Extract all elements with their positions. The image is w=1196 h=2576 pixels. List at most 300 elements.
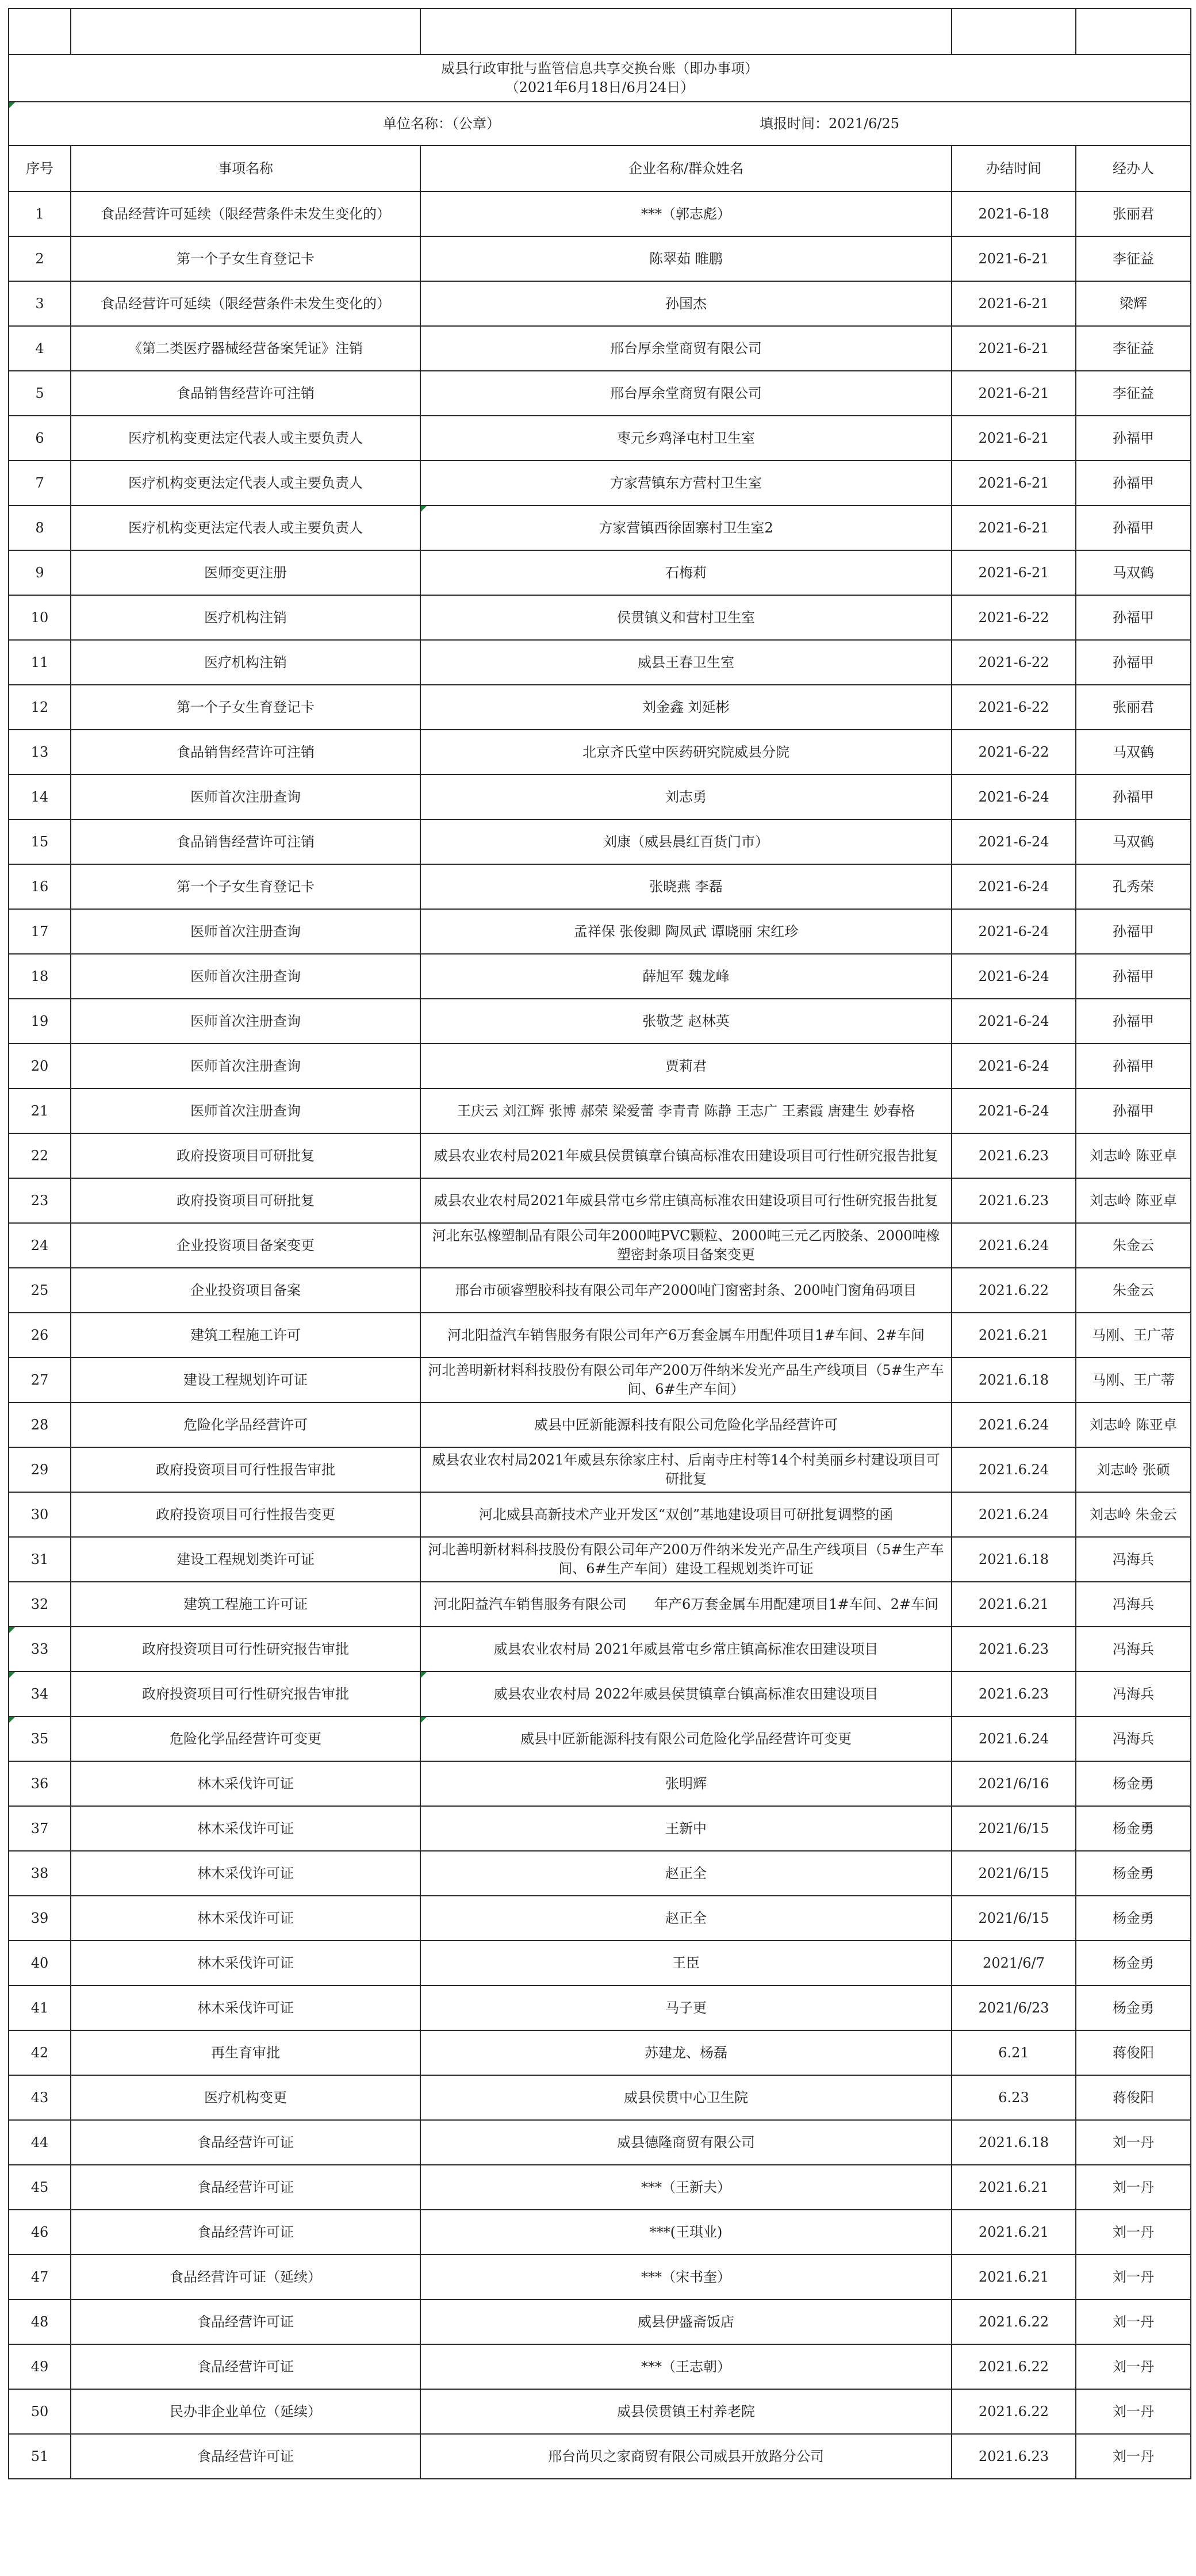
row-index: 3 — [9, 281, 71, 326]
completed-date: 2021/6/15 — [952, 1806, 1076, 1851]
row-index: 34 — [9, 1672, 71, 1716]
applicant-name: 马子更 — [420, 1985, 952, 2030]
applicant-name: ***(王琪业) — [420, 2210, 952, 2255]
table-row — [9, 2120, 1191, 2165]
table-row — [9, 1178, 1191, 1223]
item-name: 建筑工程施工许可 — [71, 1313, 420, 1358]
handler-name: 杨金勇 — [1076, 1941, 1191, 1985]
item-name: 政府投资项目可行性报告变更 — [71, 1492, 420, 1537]
completed-date: 2021.6.24 — [952, 1402, 1076, 1447]
row-index: 49 — [9, 2344, 71, 2389]
handler-name: 马刚、王广蒂 — [1076, 1358, 1191, 1402]
page-title: 威县行政审批与监管信息共享交换台账（即办事项） — [441, 60, 758, 76]
row-index: 12 — [9, 685, 71, 730]
row-index: 30 — [9, 1492, 71, 1537]
item-name: 危险化学品经营许可 — [71, 1402, 420, 1447]
table-row — [9, 1044, 1191, 1088]
completed-date: 2021.6.23 — [952, 2434, 1076, 2479]
applicant-name: 薛旭军 魏龙峰 — [420, 954, 952, 999]
applicant-name: 河北东弘橡塑制品有限公司年2000吨PVC颗粒、2000吨三元乙丙胶条、2000吨橡塑密封条项目备案变更 — [420, 1223, 952, 1268]
handler-name: 李征益 — [1076, 371, 1191, 416]
handler-name: 孙福甲 — [1076, 954, 1191, 999]
handler-name: 冯海兵 — [1076, 1582, 1191, 1627]
table-row — [9, 1492, 1191, 1537]
applicant-name: 河北阳益汽车销售服务有限公司 年产6万套金属车用配建项目1#车间、2#车间 — [420, 1582, 952, 1627]
table-row — [9, 819, 1191, 864]
handler-name: 刘一丹 — [1076, 2389, 1191, 2434]
item-name: 食品经营许可证 — [71, 2434, 420, 2479]
completed-date: 2021-6-24 — [952, 909, 1076, 954]
completed-date: 2021-6-21 — [952, 505, 1076, 550]
completed-date: 2021.6.24 — [952, 1223, 1076, 1268]
ledger-sheet — [8, 8, 1196, 2573]
completed-date: 2021-6-21 — [952, 281, 1076, 326]
row-index: 15 — [9, 819, 71, 864]
table-row — [9, 1582, 1191, 1627]
handler-name: 孙福甲 — [1076, 461, 1191, 505]
header-index: 序号 — [9, 145, 71, 191]
completed-date: 2021-6-22 — [952, 730, 1076, 775]
item-name: 医师首次注册查询 — [71, 1088, 420, 1133]
table-row — [9, 1537, 1191, 1582]
table-row — [9, 1985, 1191, 2030]
item-name: 医疗机构变更法定代表人或主要负责人 — [71, 505, 420, 550]
applicant-name: 北京齐氏堂中医药研究院威县分院 — [420, 730, 952, 775]
table-row — [9, 954, 1191, 999]
applicant-name: 邢台厚余堂商贸有限公司 — [420, 326, 952, 371]
row-index: 42 — [9, 2030, 71, 2075]
item-name: 企业投资项目备案变更 — [71, 1223, 420, 1268]
fill-date-label: 填报时间：2021/6/25 — [760, 116, 900, 132]
completed-date: 6.23 — [952, 2075, 1076, 2120]
row-index: 14 — [9, 775, 71, 819]
item-name: 政府投资项目可行性报告审批 — [71, 1447, 420, 1492]
handler-name: 孙福甲 — [1076, 909, 1191, 954]
item-name: 企业投资项目备案 — [71, 1268, 420, 1313]
row-index: 16 — [9, 864, 71, 909]
applicant-name: 张敬芝 赵林英 — [420, 999, 952, 1044]
handler-name: 马双鹤 — [1076, 819, 1191, 864]
completed-date: 2021.6.21 — [952, 2165, 1076, 2210]
applicant-name: 威县德隆商贸有限公司 — [420, 2120, 952, 2165]
item-name: 政府投资项目可研批复 — [71, 1133, 420, 1178]
completed-date: 2021.6.21 — [952, 1582, 1076, 1627]
table-row — [9, 1358, 1191, 1402]
completed-date: 2021.6.23 — [952, 1627, 1076, 1672]
row-index: 48 — [9, 2299, 71, 2344]
completed-date: 2021-6-24 — [952, 999, 1076, 1044]
table-row — [9, 775, 1191, 819]
item-name: 医师变更注册 — [71, 550, 420, 595]
handler-name: 孙福甲 — [1076, 1088, 1191, 1133]
row-index: 11 — [9, 640, 71, 685]
item-name: 食品经营许可证 — [71, 2120, 420, 2165]
header-handler: 经办人 — [1076, 145, 1191, 191]
header-row — [9, 145, 1191, 191]
handler-name: 刘志岭 陈亚卓 — [1076, 1402, 1191, 1447]
table-row — [9, 1268, 1191, 1313]
handler-name: 刘志岭 张硕 — [1076, 1447, 1191, 1492]
completed-date: 2021-6-22 — [952, 595, 1076, 640]
item-name: 食品销售经营许可注销 — [71, 371, 420, 416]
item-name: 医师首次注册查询 — [71, 1044, 420, 1088]
row-index: 26 — [9, 1313, 71, 1358]
handler-name: 刘志岭 朱金云 — [1076, 1492, 1191, 1537]
applicant-name: 方家营镇东方营村卫生室 — [420, 461, 952, 505]
handler-name: 孙福甲 — [1076, 416, 1191, 461]
row-index: 20 — [9, 1044, 71, 1088]
item-name: 危险化学品经营许可变更 — [71, 1716, 420, 1761]
row-index: 50 — [9, 2389, 71, 2434]
item-name: 林木采伐许可证 — [71, 1761, 420, 1806]
row-index: 33 — [9, 1627, 71, 1672]
row-index: 46 — [9, 2210, 71, 2255]
table-row — [9, 640, 1191, 685]
item-name: 政府投资项目可研批复 — [71, 1178, 420, 1223]
handler-name: 孙福甲 — [1076, 1044, 1191, 1088]
completed-date: 2021.6.23 — [952, 1672, 1076, 1716]
table-row — [9, 1223, 1191, 1268]
applicant-name: 威县伊盛斋饭店 — [420, 2299, 952, 2344]
table-row — [9, 505, 1191, 550]
handler-name: 张丽君 — [1076, 685, 1191, 730]
handler-name: 张丽君 — [1076, 191, 1191, 236]
table-row — [9, 2255, 1191, 2299]
completed-date: 2021-6-21 — [952, 326, 1076, 371]
applicant-name: 威县农业农村局2021年威县东徐家庄村、后南寺庄村等14个村美丽乡村建设项目可研批复 — [420, 1447, 952, 1492]
applicant-name: 王新中 — [420, 1806, 952, 1851]
row-index: 37 — [9, 1806, 71, 1851]
table-row — [9, 730, 1191, 775]
handler-name: 杨金勇 — [1076, 1851, 1191, 1896]
row-index: 36 — [9, 1761, 71, 1806]
item-name: 建筑工程施工许可证 — [71, 1582, 420, 1627]
title-cell — [9, 55, 1191, 102]
table-row — [9, 1941, 1191, 1985]
handler-name: 冯海兵 — [1076, 1716, 1191, 1761]
blank-row — [9, 9, 1191, 55]
row-index: 35 — [9, 1716, 71, 1761]
applicant-name: 张明辉 — [420, 1761, 952, 1806]
table-row — [9, 1716, 1191, 1761]
applicant-name: 邢台市硕睿塑胶科技有限公司年产2000吨门窗密封条、200吨门窗角码项目 — [420, 1268, 952, 1313]
completed-date: 2021.6.21 — [952, 2255, 1076, 2299]
handler-name: 刘志岭 陈亚卓 — [1076, 1178, 1191, 1223]
table-row — [9, 595, 1191, 640]
table-row — [9, 1761, 1191, 1806]
handler-name: 杨金勇 — [1076, 1985, 1191, 2030]
item-name: 林木采伐许可证 — [71, 1851, 420, 1896]
handler-name: 冯海兵 — [1076, 1537, 1191, 1582]
applicant-name: ***（王志朝） — [420, 2344, 952, 2389]
item-name: 食品经营许可延续（限经营条件未发生变化的） — [71, 281, 420, 326]
item-name: 建设工程规划许可证 — [71, 1358, 420, 1402]
table-row — [9, 2165, 1191, 2210]
applicant-name: 威县中匠新能源科技有限公司危险化学品经营许可变更 — [420, 1716, 952, 1761]
item-name: 医师首次注册查询 — [71, 775, 420, 819]
row-index: 17 — [9, 909, 71, 954]
completed-date: 2021.6.24 — [952, 1447, 1076, 1492]
item-name: 第一个子女生育登记卡 — [71, 236, 420, 281]
table-row — [9, 416, 1191, 461]
table-row — [9, 2299, 1191, 2344]
table-row — [9, 1851, 1191, 1896]
table-row — [9, 191, 1191, 236]
row-index: 41 — [9, 1985, 71, 2030]
completed-date: 2021-6-24 — [952, 819, 1076, 864]
handler-name: 刘一丹 — [1076, 2299, 1191, 2344]
applicant-name: 威县侯贯中心卫生院 — [420, 2075, 952, 2120]
blank-cell — [1076, 9, 1191, 55]
item-name: 政府投资项目可行性研究报告审批 — [71, 1627, 420, 1672]
item-name: 食品经营许可证 — [71, 2165, 420, 2210]
completed-date: 2021.6.24 — [952, 1492, 1076, 1537]
item-name: 食品经营许可延续（限经营条件未发生变化的） — [71, 191, 420, 236]
applicant-name: 威县农业农村局2021年威县常屯乡常庄镇高标准农田建设项目可行性研究报告批复 — [420, 1178, 952, 1223]
handler-name: 孙福甲 — [1076, 640, 1191, 685]
applicant-name: 刘康（威县晨红百货门市） — [420, 819, 952, 864]
row-index: 47 — [9, 2255, 71, 2299]
handler-name: 冯海兵 — [1076, 1672, 1191, 1716]
table-row — [9, 1133, 1191, 1178]
handler-name: 马双鹤 — [1076, 730, 1191, 775]
handler-name: 刘一丹 — [1076, 2344, 1191, 2389]
item-name: 医疗机构变更法定代表人或主要负责人 — [71, 461, 420, 505]
row-index: 44 — [9, 2120, 71, 2165]
blank-cell — [952, 9, 1076, 55]
applicant-name: 石梅莉 — [420, 550, 952, 595]
completed-date: 2021-6-24 — [952, 864, 1076, 909]
table-row — [9, 1806, 1191, 1851]
handler-name: 刘一丹 — [1076, 2255, 1191, 2299]
applicant-name: 张晓燕 李磊 — [420, 864, 952, 909]
unit-row — [9, 102, 1191, 145]
completed-date: 2021/6/15 — [952, 1896, 1076, 1941]
table-row — [9, 2075, 1191, 2120]
row-index: 19 — [9, 999, 71, 1044]
completed-date: 2021.6.21 — [952, 2210, 1076, 2255]
row-index: 5 — [9, 371, 71, 416]
item-name: 林木采伐许可证 — [71, 1985, 420, 2030]
completed-date: 2021.6.18 — [952, 1537, 1076, 1582]
handler-name: 马刚、王广蒂 — [1076, 1313, 1191, 1358]
row-index: 51 — [9, 2434, 71, 2479]
completed-date: 2021-6-21 — [952, 461, 1076, 505]
handler-name: 刘一丹 — [1076, 2434, 1191, 2479]
item-name: 第一个子女生育登记卡 — [71, 864, 420, 909]
item-name: 食品经营许可证 — [71, 2299, 420, 2344]
completed-date: 2021/6/15 — [952, 1851, 1076, 1896]
handler-name: 李征益 — [1076, 326, 1191, 371]
applicant-name: 河北善明新材料科技股份有限公司年产200万件纳米发光产品生产线项目（5#生产车间、6#生产车间） — [420, 1358, 952, 1402]
row-index: 9 — [9, 550, 71, 595]
item-name: 食品经营许可证 — [71, 2344, 420, 2389]
handler-name: 朱金云 — [1076, 1223, 1191, 1268]
handler-name: 刘一丹 — [1076, 2210, 1191, 2255]
handler-name: 杨金勇 — [1076, 1896, 1191, 1941]
applicant-name: 方家营镇西徐固寨村卫生室2 — [420, 505, 952, 550]
completed-date: 2021-6-24 — [952, 1044, 1076, 1088]
completed-date: 2021.6.22 — [952, 2389, 1076, 2434]
handler-name: 蒋俊阳 — [1076, 2075, 1191, 2120]
applicant-name: ***（王新夫） — [420, 2165, 952, 2210]
row-index: 24 — [9, 1223, 71, 1268]
completed-date: 2021-6-22 — [952, 685, 1076, 730]
blank-cell — [9, 9, 71, 55]
row-index: 45 — [9, 2165, 71, 2210]
row-index: 38 — [9, 1851, 71, 1896]
completed-date: 2021-6-21 — [952, 550, 1076, 595]
handler-name: 孙福甲 — [1076, 505, 1191, 550]
handler-name: 孙福甲 — [1076, 999, 1191, 1044]
item-name: 食品销售经营许可注销 — [71, 730, 420, 775]
handler-name: 刘一丹 — [1076, 2165, 1191, 2210]
applicant-name: 侯贯镇义和营村卫生室 — [420, 595, 952, 640]
item-name: 食品经营许可证（延续） — [71, 2255, 420, 2299]
applicant-name: 邢台厚余堂商贸有限公司 — [420, 371, 952, 416]
completed-date: 2021-6-24 — [952, 1088, 1076, 1133]
item-name: 政府投资项目可行性研究报告审批 — [71, 1672, 420, 1716]
applicant-name: ***（郭志彪） — [420, 191, 952, 236]
completed-date: 2021/6/16 — [952, 1761, 1076, 1806]
item-name: 医疗机构注销 — [71, 640, 420, 685]
applicant-name: 孙国杰 — [420, 281, 952, 326]
applicant-name: 威县农业农村局 2022年威县侯贯镇章台镇高标准农田建设项目 — [420, 1672, 952, 1716]
applicant-name: 刘志勇 — [420, 775, 952, 819]
row-index: 2 — [9, 236, 71, 281]
applicant-name: 威县农业农村局 2021年威县常屯乡常庄镇高标准农田建设项目 — [420, 1627, 952, 1672]
row-index: 23 — [9, 1178, 71, 1223]
completed-date: 2021.6.23 — [952, 1133, 1076, 1178]
applicant-name: 河北威县高新技术产业开发区“双创”基地建设项目可研批复调整的函 — [420, 1492, 952, 1537]
item-name: 《第二类医疗器械经营备案凭证》注销 — [71, 326, 420, 371]
header-item-name: 事项名称 — [71, 145, 420, 191]
completed-date: 2021.6.18 — [952, 1358, 1076, 1402]
applicant-name: 王臣 — [420, 1941, 952, 1985]
handler-name: 孙福甲 — [1076, 595, 1191, 640]
row-index: 22 — [9, 1133, 71, 1178]
row-index: 29 — [9, 1447, 71, 1492]
row-index: 32 — [9, 1582, 71, 1627]
table-row — [9, 1313, 1191, 1358]
handler-name: 冯海兵 — [1076, 1627, 1191, 1672]
completed-date: 2021.6.21 — [952, 1313, 1076, 1358]
table-row — [9, 909, 1191, 954]
blank-cell — [420, 9, 952, 55]
item-name: 再生育审批 — [71, 2030, 420, 2075]
completed-date: 2021-6-24 — [952, 954, 1076, 999]
table-row — [9, 1627, 1191, 1672]
completed-date: 2021.6.22 — [952, 2299, 1076, 2344]
completed-date: 2021/6/23 — [952, 1985, 1076, 2030]
item-name: 第一个子女生育登记卡 — [71, 685, 420, 730]
header-applicant: 企业名称/群众姓名 — [420, 145, 952, 191]
completed-date: 2021-6-21 — [952, 371, 1076, 416]
item-name: 食品销售经营许可注销 — [71, 819, 420, 864]
handler-name: 刘志岭 陈亚卓 — [1076, 1133, 1191, 1178]
row-index: 7 — [9, 461, 71, 505]
table-row — [9, 2434, 1191, 2479]
table-row — [9, 1447, 1191, 1492]
row-index: 18 — [9, 954, 71, 999]
row-index: 40 — [9, 1941, 71, 1985]
row-index: 10 — [9, 595, 71, 640]
table-row — [9, 2389, 1191, 2434]
handler-name: 梁辉 — [1076, 281, 1191, 326]
item-name: 医疗机构变更 — [71, 2075, 420, 2120]
item-name: 民办非企业单位（延续） — [71, 2389, 420, 2434]
table-row — [9, 236, 1191, 281]
completed-date: 2021-6-24 — [952, 775, 1076, 819]
item-name: 食品经营许可证 — [71, 2210, 420, 2255]
item-name: 医师首次注册查询 — [71, 909, 420, 954]
table-row — [9, 461, 1191, 505]
page-subtitle: （2021年6月18日/6月24日） — [505, 79, 695, 95]
unit-cell — [9, 102, 1191, 145]
applicant-name: 河北阳益汽车销售服务有限公司年产6万套金属车用配件项目1#车间、2#车间 — [420, 1313, 952, 1358]
row-index: 28 — [9, 1402, 71, 1447]
applicant-name: 王庆云 刘江辉 张博 郝荣 梁爱蕾 李青青 陈静 王志广 王素霞 唐建生 妙春格 — [420, 1088, 952, 1133]
item-name: 医师首次注册查询 — [71, 999, 420, 1044]
completed-date: 2021/6/7 — [952, 1941, 1076, 1985]
header-completed-date: 办结时间 — [952, 145, 1076, 191]
table-row — [9, 1088, 1191, 1133]
handler-name: 马双鹤 — [1076, 550, 1191, 595]
applicant-name: 苏建龙、杨磊 — [420, 2030, 952, 2075]
applicant-name: ***（宋书奎） — [420, 2255, 952, 2299]
completed-date: 2021-6-21 — [952, 236, 1076, 281]
completed-date: 2021-6-18 — [952, 191, 1076, 236]
applicant-name: 枣元乡鸡泽屯村卫生室 — [420, 416, 952, 461]
handler-name: 刘一丹 — [1076, 2120, 1191, 2165]
applicant-name: 威县王春卫生室 — [420, 640, 952, 685]
table-row — [9, 371, 1191, 416]
applicant-name: 孟祥保 张俊卿 陶凤武 谭晓丽 宋红珍 — [420, 909, 952, 954]
row-index: 1 — [9, 191, 71, 236]
applicant-name: 陈翠茹 睢鹏 — [420, 236, 952, 281]
item-name: 林木采伐许可证 — [71, 1806, 420, 1851]
completed-date: 2021.6.23 — [952, 1178, 1076, 1223]
row-index: 4 — [9, 326, 71, 371]
table-row — [9, 2030, 1191, 2075]
handler-name: 蒋俊阳 — [1076, 2030, 1191, 2075]
row-index: 21 — [9, 1088, 71, 1133]
handler-name: 孙福甲 — [1076, 775, 1191, 819]
row-index: 13 — [9, 730, 71, 775]
table-row — [9, 2344, 1191, 2389]
title-row — [9, 55, 1191, 102]
handler-name: 杨金勇 — [1076, 1806, 1191, 1851]
row-index: 25 — [9, 1268, 71, 1313]
item-name: 林木采伐许可证 — [71, 1941, 420, 1985]
completed-date: 2021.6.18 — [952, 2120, 1076, 2165]
handler-name: 孔秀荣 — [1076, 864, 1191, 909]
applicant-name: 赵正全 — [420, 1896, 952, 1941]
handler-name: 杨金勇 — [1076, 1761, 1191, 1806]
row-index: 8 — [9, 505, 71, 550]
row-index: 6 — [9, 416, 71, 461]
table-row — [9, 550, 1191, 595]
completed-date: 2021-6-21 — [952, 416, 1076, 461]
applicant-name: 刘金鑫 刘延彬 — [420, 685, 952, 730]
handler-name: 朱金云 — [1076, 1268, 1191, 1313]
row-index: 31 — [9, 1537, 71, 1582]
applicant-name: 威县农业农村局2021年威县侯贯镇章台镇高标准农田建设项目可行性研究报告批复 — [420, 1133, 952, 1178]
table-row — [9, 1896, 1191, 1941]
item-name: 医师首次注册查询 — [71, 954, 420, 999]
completed-date: 2021.6.22 — [952, 1268, 1076, 1313]
table-row — [9, 685, 1191, 730]
